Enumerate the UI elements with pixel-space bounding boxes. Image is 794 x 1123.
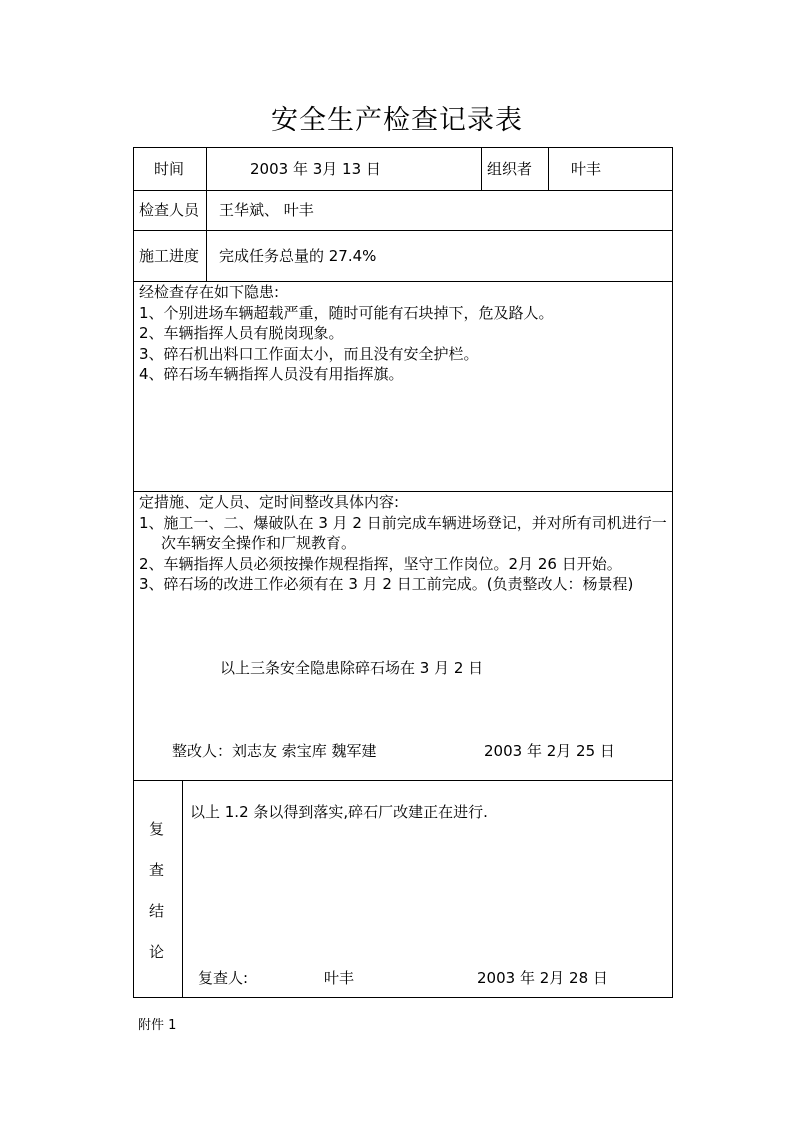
column-divider — [182, 780, 183, 998]
time-label: 时间 — [154, 160, 185, 178]
attachment-note: 附件 1 — [138, 1018, 177, 1033]
reviewer-label: 复查人: — [198, 969, 249, 987]
column-divider — [548, 148, 549, 190]
organizer-name: 叶丰 — [571, 160, 602, 178]
progress-label: 施工进度 — [139, 247, 200, 265]
hazard-item: 3、碎石机出料口工作面太小，而且没有安全护栏。 — [139, 344, 479, 363]
inspectors-value: 王华斌、 叶丰 — [219, 201, 314, 219]
hazards-heading: 经检查存在如下隐患: — [139, 283, 280, 301]
review-label-char: 结 — [149, 902, 165, 920]
measures-heading: 定措施、定人员、定时间整改具体内容: — [139, 493, 400, 511]
rectification-date: 2003 年 2月 25 日 — [484, 742, 615, 760]
measure-item: 1、施工一、二、爆破队在 3 月 2 日前完成车辆进场登记，并对所有司机进行一次车辆安全操作和厂规教育。 — [139, 513, 667, 552]
review-label-char: 复 — [149, 820, 165, 838]
hazard-item: 2、车辆指挥人员有脱岗现象。 — [139, 324, 344, 342]
review-conclusion: 以上 1.2 条以得到落实,碎石厂改建正在进行. — [190, 803, 488, 821]
measure-item: 3、碎石场的改进工作必须有在 3 月 2 日工前完成。(负责整改人：杨景程) — [139, 575, 634, 593]
hazard-item: 4、碎石场车辆指挥人员没有用指挥旗。 — [139, 365, 404, 383]
rectifiers: 整改人：刘志友 索宝库 魏军建 — [172, 742, 377, 760]
column-divider — [481, 148, 482, 190]
measures-note: 以上三条安全隐患除碎石场在 3 月 2 日 — [220, 659, 484, 677]
progress-value: 完成任务总量的 27.4% — [219, 247, 377, 265]
column-divider — [206, 148, 207, 281]
inspectors-label: 检查人员 — [139, 201, 200, 219]
measure-item: 2、车辆指挥人员必须按操作规程指挥，坚守工作岗位。2月 26 日开始。 — [139, 554, 622, 573]
review-label-char: 查 — [149, 861, 165, 879]
hazards-section — [139, 282, 554, 385]
review-date: 2003 年 2月 28 日 — [477, 969, 608, 987]
review-label-char: 论 — [149, 943, 165, 961]
organizer-label: 组织者 — [487, 160, 533, 178]
row-divider — [134, 190, 672, 191]
reviewer-name: 叶丰 — [324, 969, 355, 987]
row-divider — [134, 780, 672, 781]
measures-section — [139, 492, 671, 595]
row-divider — [134, 230, 672, 231]
hazard-item: 1、个别进场车辆超载严重，随时可能有石块掉下，危及路人。 — [139, 303, 554, 322]
page-title: 安全生产检查记录表 — [271, 105, 523, 136]
inspection-date: 2003 年 3月 13 日 — [250, 160, 381, 178]
inspection-record-table — [133, 147, 673, 998]
